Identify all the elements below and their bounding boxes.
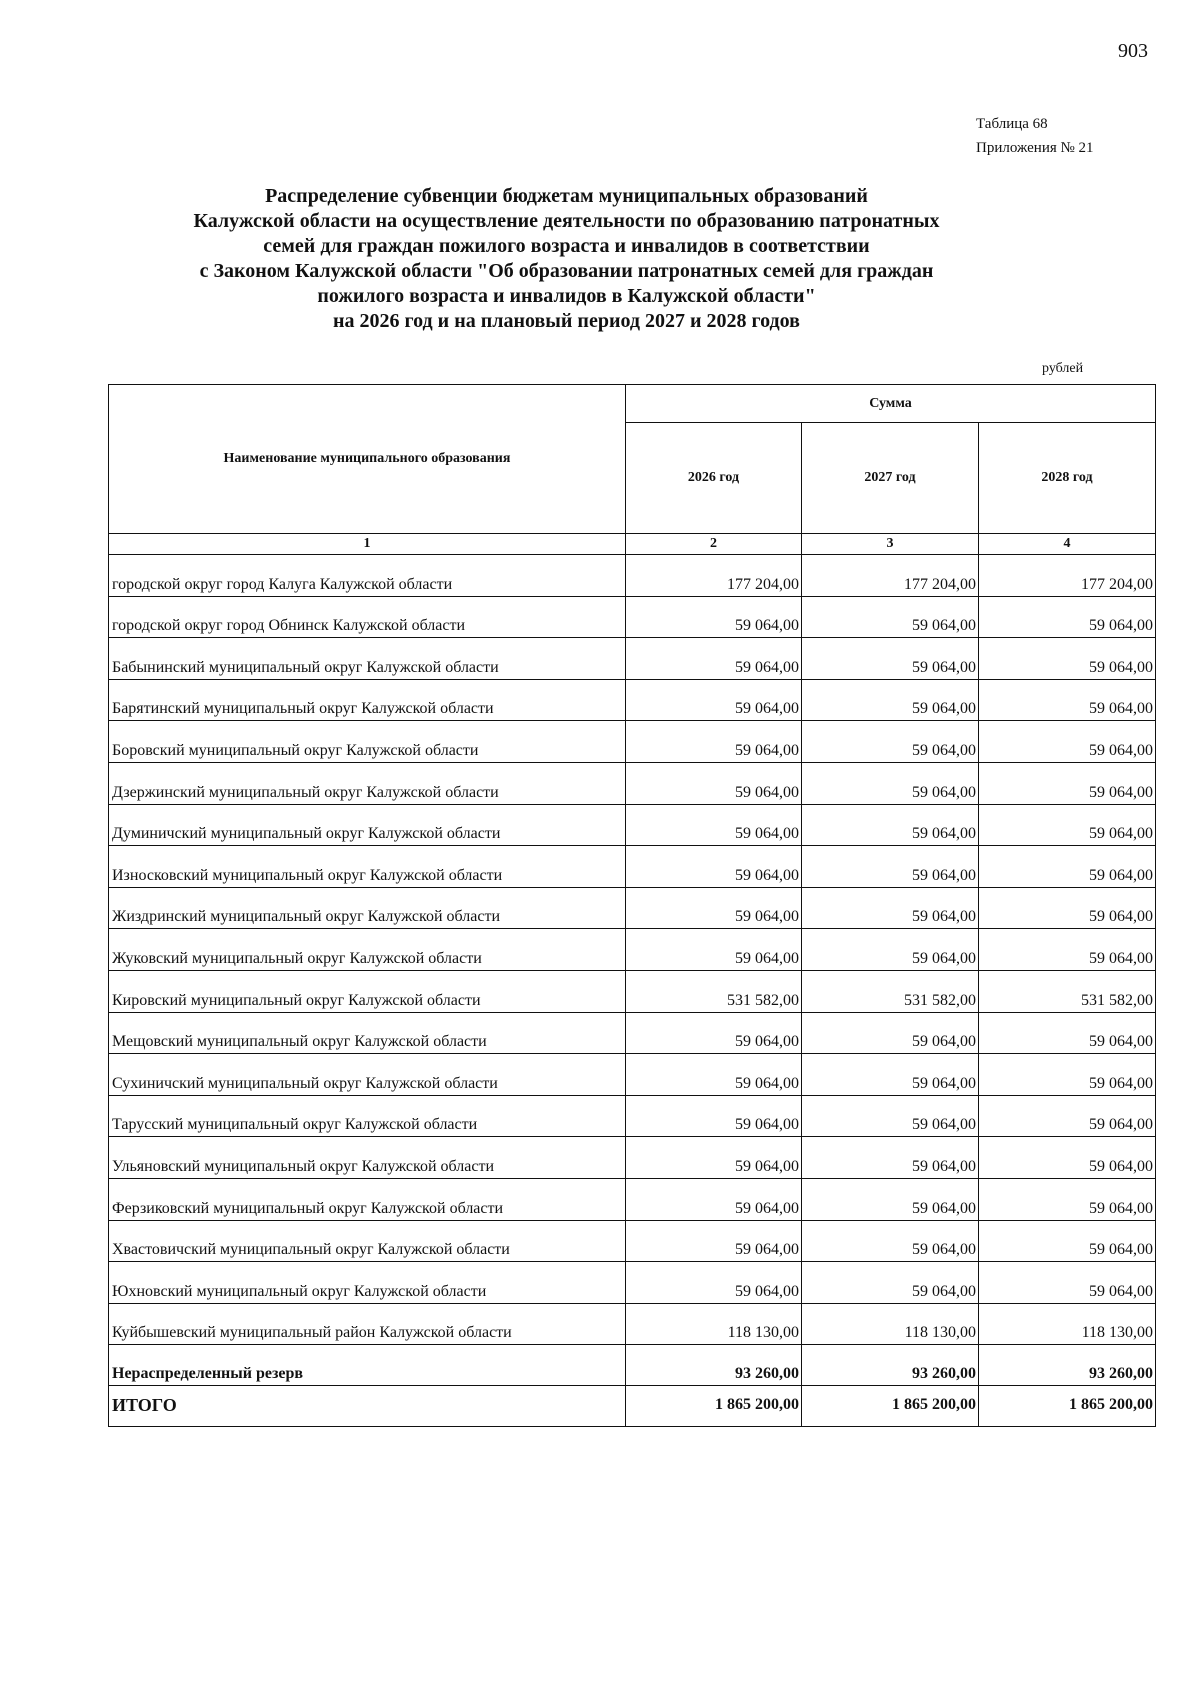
municipality-name-cell: Бабынинский муниципальный округ Калужской области	[109, 638, 626, 680]
amount-2026-cell: 59 064,00	[626, 1012, 802, 1054]
municipality-name-cell: Жуковский муниципальный округ Калужской области	[109, 929, 626, 971]
amount-2027-cell: 531 582,00	[802, 970, 979, 1012]
amount-2028-cell: 59 064,00	[979, 1178, 1156, 1220]
amount-2027-cell: 59 064,00	[802, 804, 979, 846]
table-row	[109, 679, 1156, 721]
amount-2027-cell: 59 064,00	[802, 1178, 979, 1220]
table-row	[109, 929, 1156, 971]
municipality-name-cell: Юхновский муниципальный округ Калужской области	[109, 1262, 626, 1304]
amount-2026-cell: 59 064,00	[626, 929, 802, 971]
amount-2026-cell: 59 064,00	[626, 721, 802, 763]
amount-2026-cell: 59 064,00	[626, 1137, 802, 1179]
header-year-2026: 2026 год	[626, 423, 802, 534]
title-line: с Законом Калужской области "Об образовании патронатных семей для граждан	[199, 260, 934, 282]
header-year-2028: 2028 год	[979, 423, 1156, 534]
amount-2026-cell: 59 064,00	[626, 846, 802, 888]
amount-2028-cell: 93 260,00	[979, 1345, 1156, 1386]
municipality-name-cell: Сухиничский муниципальный округ Калужской области	[109, 1054, 626, 1096]
table-row	[109, 721, 1156, 763]
amount-2026-cell: 177 204,00	[626, 555, 802, 597]
amount-2028-cell: 59 064,00	[979, 721, 1156, 763]
amount-2028-cell: 59 064,00	[979, 1137, 1156, 1179]
municipality-name-cell: ИТОГО	[109, 1386, 626, 1427]
page-number: 903	[1118, 40, 1148, 62]
municipality-name-cell: Думиничский муниципальный округ Калужской области	[109, 804, 626, 846]
table-reference	[976, 112, 1094, 160]
amount-2027-cell: 59 064,00	[802, 721, 979, 763]
table-row	[109, 638, 1156, 680]
amount-2028-cell: 59 064,00	[979, 1054, 1156, 1096]
amount-2027-cell: 59 064,00	[802, 846, 979, 888]
table-row	[109, 970, 1156, 1012]
column-number: 1	[109, 534, 626, 555]
amount-2028-cell: 59 064,00	[979, 638, 1156, 680]
total-row	[109, 1386, 1156, 1427]
amount-2028-cell: 59 064,00	[979, 1220, 1156, 1262]
amount-2026-cell: 59 064,00	[626, 596, 802, 638]
amount-2026-cell: 59 064,00	[626, 1220, 802, 1262]
table-row	[109, 1178, 1156, 1220]
table-row	[109, 1137, 1156, 1179]
amount-2028-cell: 59 064,00	[979, 887, 1156, 929]
amount-2027-cell: 59 064,00	[802, 887, 979, 929]
header-year-2027: 2027 год	[802, 423, 979, 534]
amount-2027-cell: 59 064,00	[802, 679, 979, 721]
amount-2028-cell: 531 582,00	[979, 970, 1156, 1012]
amount-2027-cell: 59 064,00	[802, 1054, 979, 1096]
amount-2028-cell: 59 064,00	[979, 762, 1156, 804]
amount-2026-cell: 59 064,00	[626, 887, 802, 929]
amount-2027-cell: 59 064,00	[802, 638, 979, 680]
municipality-name-cell: городской округ город Калуга Калужской области	[109, 555, 626, 597]
amount-2026-cell: 1 865 200,00	[626, 1386, 802, 1427]
table-row	[109, 555, 1156, 597]
amount-2027-cell: 59 064,00	[802, 1095, 979, 1137]
amount-2026-cell: 59 064,00	[626, 1095, 802, 1137]
amount-2027-cell: 118 130,00	[802, 1303, 979, 1345]
municipality-name-cell: Нераспределенный резерв	[109, 1345, 626, 1386]
amount-2028-cell: 59 064,00	[979, 804, 1156, 846]
amount-2026-cell: 59 064,00	[626, 1178, 802, 1220]
column-number: 3	[802, 534, 979, 555]
column-numbering-row	[109, 534, 1156, 555]
document-title	[100, 184, 1160, 334]
amount-2026-cell: 93 260,00	[626, 1345, 802, 1386]
amount-2027-cell: 59 064,00	[802, 1220, 979, 1262]
reserve-row	[109, 1345, 1156, 1386]
amount-2028-cell: 59 064,00	[979, 1262, 1156, 1304]
table-row	[109, 1303, 1156, 1345]
title-line: пожилого возраста и инвалидов в Калужской области"	[317, 285, 816, 307]
table-row	[109, 1262, 1156, 1304]
amount-2026-cell: 59 064,00	[626, 1262, 802, 1304]
table-number: Таблица 68	[976, 116, 1048, 132]
table-row	[109, 1012, 1156, 1054]
table-row	[109, 846, 1156, 888]
appendix-number: Приложения № 21	[976, 140, 1094, 156]
header-municipality-name: Наименование муниципального образования	[109, 385, 626, 534]
amount-2027-cell: 59 064,00	[802, 596, 979, 638]
table-row	[109, 804, 1156, 846]
amount-2026-cell: 59 064,00	[626, 638, 802, 680]
amount-2026-cell: 59 064,00	[626, 762, 802, 804]
title-line: Распределение субвенции бюджетам муниципальных образований	[265, 185, 868, 207]
municipality-name-cell: Куйбышевский муниципальный район Калужской области	[109, 1303, 626, 1345]
amount-2028-cell: 1 865 200,00	[979, 1386, 1156, 1427]
municipality-name-cell: Барятинский муниципальный округ Калужской области	[109, 679, 626, 721]
amount-2027-cell: 59 064,00	[802, 1012, 979, 1054]
table-row	[109, 762, 1156, 804]
amount-2028-cell: 59 064,00	[979, 929, 1156, 971]
subsidy-distribution-table	[108, 384, 1156, 1427]
amount-2028-cell: 177 204,00	[979, 555, 1156, 597]
amount-2028-cell: 59 064,00	[979, 1012, 1156, 1054]
municipality-name-cell: Хвастовичский муниципальный округ Калужской области	[109, 1220, 626, 1262]
amount-2027-cell: 93 260,00	[802, 1345, 979, 1386]
amount-2027-cell: 59 064,00	[802, 762, 979, 804]
title-line: семей для граждан пожилого возраста и инвалидов в соответствии	[263, 235, 870, 257]
amount-2028-cell: 59 064,00	[979, 1095, 1156, 1137]
column-number: 4	[979, 534, 1156, 555]
table-row	[109, 1220, 1156, 1262]
amount-2027-cell: 177 204,00	[802, 555, 979, 597]
amount-2028-cell: 59 064,00	[979, 679, 1156, 721]
municipality-name-cell: Мещовский муниципальный округ Калужской области	[109, 1012, 626, 1054]
amount-2028-cell: 59 064,00	[979, 596, 1156, 638]
municipality-name-cell: Ферзиковский муниципальный округ Калужской области	[109, 1178, 626, 1220]
amount-2028-cell: 59 064,00	[979, 846, 1156, 888]
units-label: рублей	[1042, 361, 1084, 376]
municipality-name-cell: городской округ город Обнинск Калужской области	[109, 596, 626, 638]
amount-2027-cell: 59 064,00	[802, 1262, 979, 1304]
table-row	[109, 887, 1156, 929]
amount-2026-cell: 59 064,00	[626, 679, 802, 721]
amount-2026-cell: 59 064,00	[626, 1054, 802, 1096]
amount-2028-cell: 118 130,00	[979, 1303, 1156, 1345]
table-row	[109, 1095, 1156, 1137]
table-row	[109, 596, 1156, 638]
column-number: 2	[626, 534, 802, 555]
municipality-name-cell: Ульяновский муниципальный округ Калужской области	[109, 1137, 626, 1179]
amount-2026-cell: 118 130,00	[626, 1303, 802, 1345]
header-sum: Сумма	[626, 385, 1156, 423]
amount-2027-cell: 59 064,00	[802, 1137, 979, 1179]
title-line: на 2026 год и на плановый период 2027 и 2028 годов	[333, 310, 800, 332]
table-row	[109, 1054, 1156, 1096]
municipality-name-cell: Дзержинский муниципальный округ Калужской области	[109, 762, 626, 804]
municipality-name-cell: Износковский муниципальный округ Калужской области	[109, 846, 626, 888]
amount-2026-cell: 531 582,00	[626, 970, 802, 1012]
amount-2027-cell: 1 865 200,00	[802, 1386, 979, 1427]
amount-2027-cell: 59 064,00	[802, 929, 979, 971]
municipality-name-cell: Боровский муниципальный округ Калужской области	[109, 721, 626, 763]
municipality-name-cell: Жиздринский муниципальный округ Калужской области	[109, 887, 626, 929]
amount-2026-cell: 59 064,00	[626, 804, 802, 846]
municipality-name-cell: Кировский муниципальный округ Калужской области	[109, 970, 626, 1012]
municipality-name-cell: Тарусский муниципальный округ Калужской области	[109, 1095, 626, 1137]
title-line: Калужской области на осуществление деятельности по образованию патронатных	[193, 210, 940, 232]
